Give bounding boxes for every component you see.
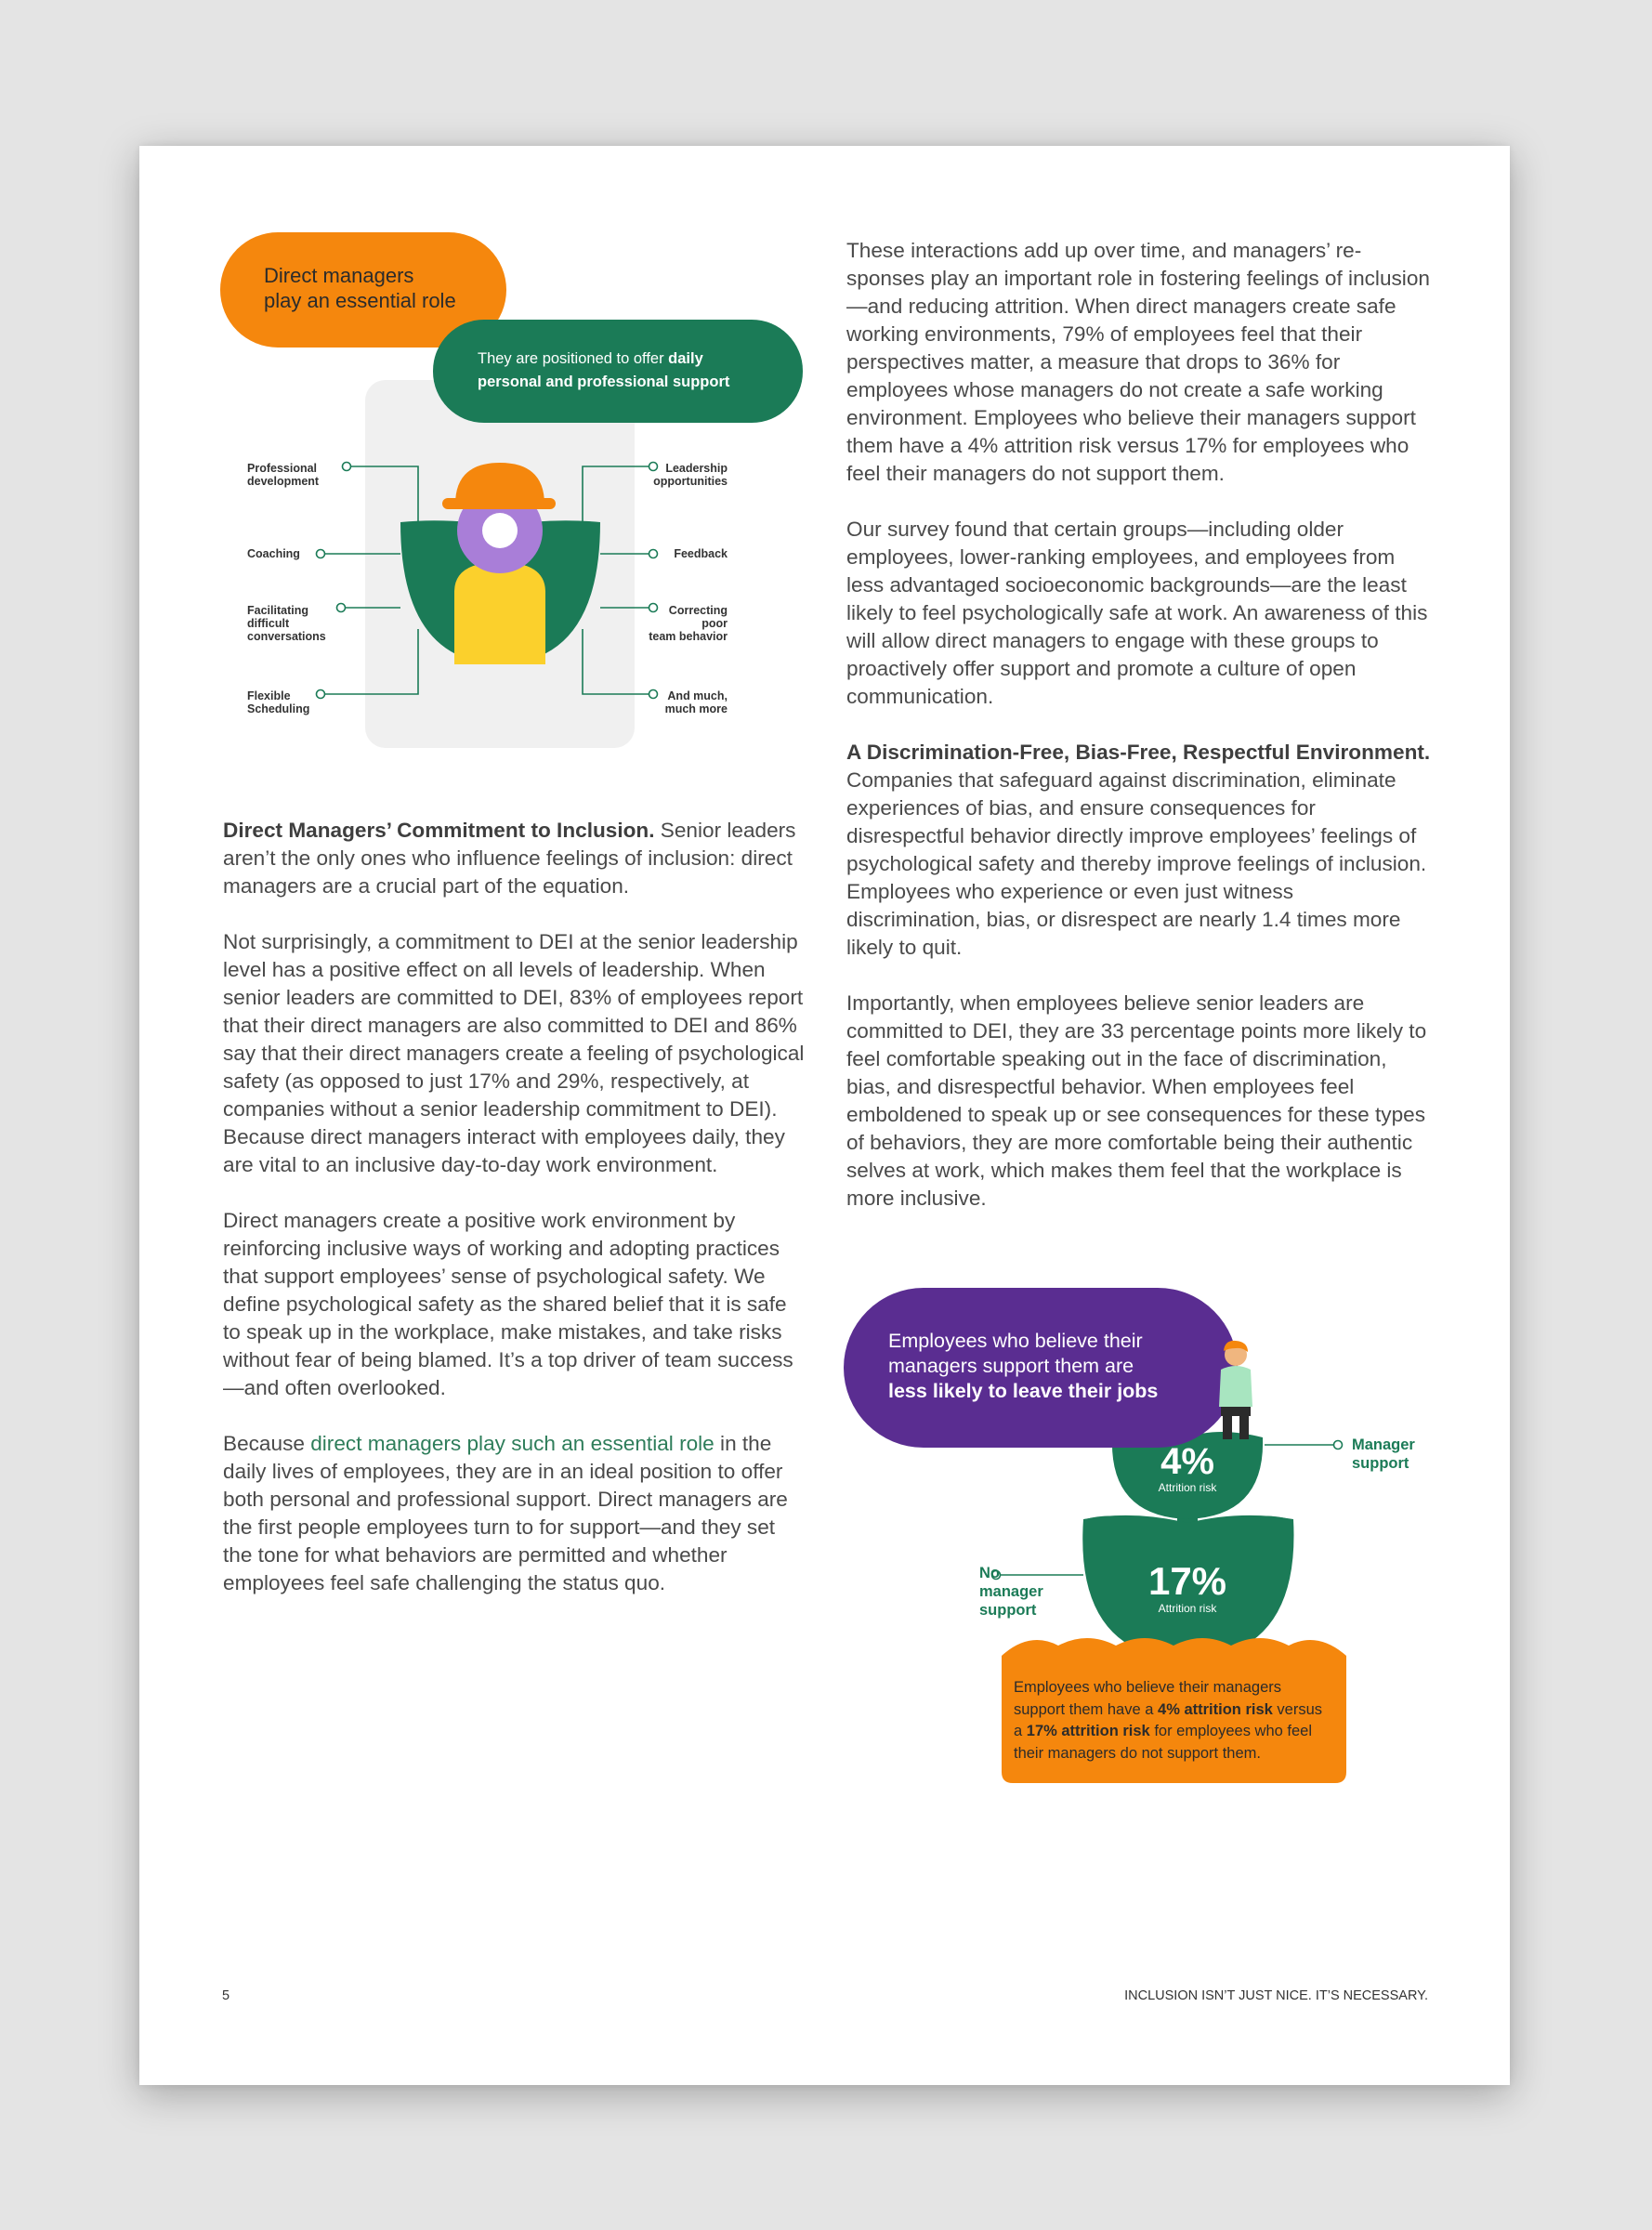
label-no-manager-support: No manager support	[979, 1565, 1043, 1619]
label-correcting-team-behavior: Correcting poor team behavior	[649, 604, 728, 643]
callout-sub-line1: They are positioned to offer	[478, 350, 669, 367]
label-professional-development: Professional development	[247, 462, 320, 488]
label-and-much-more: And much, much more	[664, 689, 728, 715]
stat-no-manager-support	[1121, 1561, 1254, 1615]
attrition-summary-text: Employees who believe their managers support them have a 4% attrition risk versus a 17% attrition risk for employees who feel their managers do not support them.	[1014, 1679, 1322, 1762]
label-coaching: Coaching	[247, 547, 300, 560]
callout-less-likely-to-leave: Employees who believe their managers support them are less likely to leave their jobs	[844, 1288, 1238, 1448]
paragraph-essential-role: Because direct managers play such an essential role in the daily lives of employees, they are in an ideal position to offer both personal and professional support. Direct managers are the first people employees turn to for support—and they set the tone for what behaviors are permitted and whether employees feel safe challenging the status quo.	[223, 1432, 788, 1594]
stat-no-manager-support-caption: Attrition risk	[1158, 1602, 1217, 1615]
paragraph-senior-leadership: Not surprisingly, a commitment to DEI at the senior leadership level has a positive effect on all levels of leadership. When senior leaders are committed to DEI, 83% of employees report that their direct managers are also committed to DEI and 86% say that their direct managers create a feeling of psychological safety (as opposed to just 17% and 29%, respectively, at companies without a senior leadership commitment to DEI). Because direct managers interact with employees daily, they are vital to an inclusive day-to-day work environment.	[223, 930, 805, 1176]
label-flexible-scheduling: Flexible Scheduling	[247, 689, 310, 715]
label-facilitating-conversations: Facilitating difficult conversations	[247, 604, 326, 643]
paragraph-speaking-out: Importantly, when employees believe senior leaders are committed to DEI, they are 33 percentage points more likely to feel comfortable speaking out in the face of discrimination, bias, and disrespectful behavior. When employees feel emboldened to speak up or see consequences for these types of behaviors, they are more comfortable being their authentic selves at work, which makes them feel that the workplace is more inclusive.	[846, 991, 1427, 1210]
stat-manager-support	[1134, 1442, 1241, 1494]
callout-sub-line2: personal and professional support	[478, 374, 730, 390]
link-essential-role[interactable]: direct managers play such an essential role	[310, 1432, 715, 1455]
callout-title-line2: play an essential role	[264, 289, 456, 312]
callout-sub-bold: daily	[668, 350, 703, 367]
label-manager-support: Manager support	[1352, 1436, 1415, 1472]
page-number: 5	[222, 1988, 230, 2003]
callout-title-line1: Direct managers	[264, 264, 414, 287]
label-leadership-opportunities: Leadership opportunities	[653, 462, 728, 488]
stat-manager-support-caption: Attrition risk	[1158, 1481, 1217, 1494]
running-title: INCLUSION ISN’T JUST NICE. IT’S NECESSARY.	[1124, 1988, 1428, 2003]
sitting-person-illustration	[1208, 1340, 1264, 1442]
paragraph-survey-groups: Our survey found that certain groups—including older employees, lower-ranking employees, and employees from less advantaged socioeconomic backgrounds—are the least likely to feel psychologically safe at work. An awareness of this will allow direct managers to engage with these groups to proactively offer support and promote a culture of open communication.	[846, 518, 1428, 708]
label-feedback: Feedback	[674, 547, 728, 560]
paragraph-positive-environment: Direct managers create a positive work environment by reinforcing inclusive ways of working and adopting practices that support employees’ sense of psychological safety. We define psychological safety as the shared belief that it is safe to speak up in the workplace, make mistakes, and take risks without fear of being blamed. It’s a top driver of team success—and often overlooked.	[223, 1209, 793, 1399]
paragraph-discrimination-free: A Discrimination-Free, Bias-Free, Respectful Environment. Companies that safeguard against discrimination, eliminate experiences of bias, and ensure consequences for disrespectful behavior directly improve employees’ feelings of psychological safety and thereby improve feelings of inclusion. Employees who experience or even just witness discrimination, bias, or disrespect are nearly 1.4 times more likely to quit.	[846, 741, 1431, 959]
attrition-plant-illustration	[139, 146, 1510, 2085]
stat-no-manager-support-value: 17%	[1147, 1559, 1227, 1603]
paragraph-interactions: These interactions add up over time, and managers’ responses play an important role in fostering feelings of inclusion—and reducing attrition. When direct managers create safe working environments, 79% of employees feel that their perspectives matter, a measure that drops to 36% for employees whose managers do not create a safe working environment. Employees who believe their managers support them have a 4% attrition risk versus 17% for employees who feel their managers do not support them.	[846, 239, 1430, 485]
paragraph-managers-commitment: Direct Managers’ Commitment to Inclusion. Senior leaders aren’t the only ones who influence feelings of inclusion: direct managers are a crucial part of the equation.	[223, 819, 796, 898]
stat-manager-support-value: 4%	[1160, 1441, 1214, 1482]
document-page	[139, 146, 1510, 2085]
